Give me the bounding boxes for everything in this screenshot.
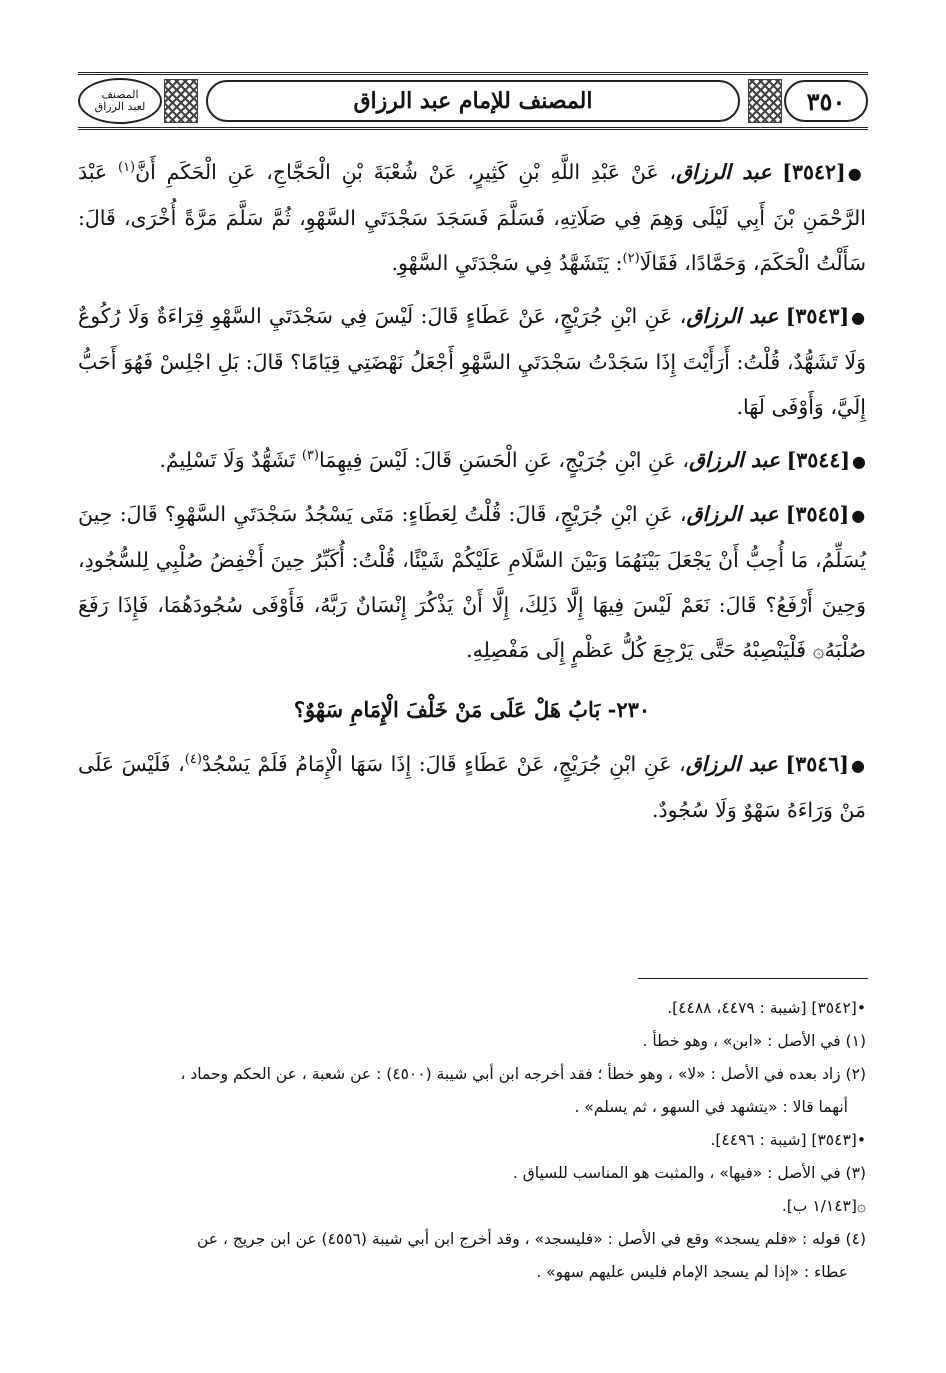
hadith-number: [٣٥٤٢] <box>782 160 846 184</box>
footnote-divider <box>638 978 868 979</box>
footnote: (٣) في الأصل : «فيها» ، والمثبت هو المناسب للسياق . <box>512 1164 866 1182</box>
running-header <box>78 72 868 130</box>
page-number: ٣٥٠ <box>784 80 868 122</box>
seal-line-2: لعبد الرزاق <box>94 100 146 113</box>
hadith-3543 <box>78 294 866 430</box>
footnote-ref: (٢) <box>622 251 640 267</box>
hadith-3544 <box>78 438 866 484</box>
main-text <box>78 150 866 841</box>
ornament-right <box>748 79 782 123</box>
ornament-left <box>164 79 198 123</box>
footnote-continuation: أنهما قالا : «يتشهد في السهو ، ثم يسلم» . <box>574 1098 848 1116</box>
narrator: عبد الرزاق <box>688 448 781 472</box>
hadith-text: : يَتَشَهَّدُ فِي سَجْدَتَيِ السَّهْوِ. <box>391 251 623 275</box>
footnote: (٢) زاد بعده في الأصل : «لا» ، وهو خطأ ؛ فقد أخرجه ابن أبي شيبة (٤٥٠٠) : عن شعبة ، عن الحكم وحماد ، <box>180 1065 866 1083</box>
hadith-text: ، عَنِ ابْنِ جُرَيْجٍ، عَنِ الْحَسَنِ قَالَ: لَيْسَ فِيهِمَا <box>318 448 689 472</box>
bullet-icon: ● <box>847 164 866 183</box>
bullet-icon: ● <box>852 452 866 471</box>
footnote-ref: (٣) <box>301 448 319 464</box>
hadith-number: [٣٥٤٣] <box>785 304 850 328</box>
hadith-number: [٣٥٤٥] <box>785 502 850 526</box>
footnote: (١) في الأصل : «ابن» ، وهو خطأ . <box>642 1032 866 1050</box>
footnotes <box>78 992 866 1289</box>
hadith-text: ، عَنْ عَبْدِ اللَّهِ بْنِ كَثِيرٍ، عَنْ شُعْبَةَ بْنِ الْحَجَّاجِ، عَنِ الْحَكَمِ أَنَّ <box>135 160 677 184</box>
folio-marker-icon: ۞ <box>812 638 825 662</box>
hadith-3546 <box>78 742 866 833</box>
seal-line-1: المصنف <box>101 87 139 101</box>
footnote-ref: (١) <box>117 160 136 176</box>
bullet-icon: ● <box>851 506 866 525</box>
hadith-text: عَبْدَ الرَّحْمَنِ بْنَ أَبِي لَيْلَى وَهِمَ فِي صَلَاتِهِ، فَسَلَّمَ فَسَجَدَ سَجْدَتَيِ السَّهْوِ، ثُمَّ سَلَّمَ مَرَّةً أُخْرَى، قَالَ: سَأَلْتُ الْحَكَمَ، وَحَمَّادًا، فَقَالَا <box>78 160 866 275</box>
book-seal <box>78 78 162 124</box>
footnote: (٤) قوله : «فلم يسجد» وقع في الأصل : «فليسجد» ، وقد أخرج ابن أبي شيبة (٤٥٥٦) عن ابن جريج ، عن <box>196 1230 866 1248</box>
hadith-number: [٣٥٤٦] <box>785 752 849 776</box>
bullet-icon: ● <box>850 756 866 775</box>
book-title: المصنف للإمام عبد الرزاق <box>206 80 740 122</box>
footnote-ref: (٤) <box>184 752 202 768</box>
hadith-text: ، عَنِ ابْنِ جُرَيْجٍ، عَنْ عَطَاءٍ قَالَ: لَيْسَ فِي سَجْدَتَيِ السَّهْوِ قِرَاءَةٌ وَلَا رُكُوعٌ وَلَا تَشَهُّدٌ، قُلْتُ: أَرَأَيْتَ إِذَا سَجَدْتُ سَجْدَتَيِ السَّهْوِ أَجْعَلُ نَهْضَتِي قِيَامًا؟ قَالَ: بَلِ اجْلِسْ فَهُوَ أَحَبُّ إِلَيَّ، وَأَوْفَى لَهَا. <box>78 304 866 419</box>
narrator: عبد الرزاق <box>676 160 772 184</box>
hadith-text: ، عَنِ ابْنِ جُرَيْجٍ، قَالَ: قُلْتُ لِعَطَاءٍ: مَتَى يَسْجُدُ سَجْدَتَيِ السَّهْوِ؟ قَالَ: حِينَ يُسَلِّمُ، مَا أُحِبُّ أَنْ يَجْعَلَ بَيْنَهُمَا وَبَيْنَ السَّلَامِ عَلَيْكُمْ شَيْئًا، قُلْتُ: أُكَبِّرُ حِينَ أَخْفِضُ صُلْبِي لِلسُّجُودِ، وَحِينَ أَرْفَعُ؟ قَالَ: نَعَمْ لَيْسَ فِيهَا إِلَّا ذَلِكَ، إِلَّا أَنْ يَذْكُرَ إِنْسَانٌ رَبَّهُ، فَأَوْفَى سُجُودَهُمَا، فَإِذَا رَفَعَ صُلْبَهُ <box>78 502 866 662</box>
hadith-text: فَلْيَنْصِبْهُ حَتَّى يَرْجِعَ كُلُّ عَظْمٍ إِلَى مَفْصِلِهِ. <box>466 638 813 662</box>
narrator: عبد الرزاق <box>685 752 778 776</box>
footnote: ۞[١/١٤٣ ب]. <box>781 1197 866 1215</box>
footnote: •[٣٥٤٢] [شيبة : ٤٤٧٩، ٤٤٨٨]. <box>667 999 866 1017</box>
hadith-number: [٣٥٤٤] <box>786 448 851 472</box>
hadith-text: ، عَنِ ابْنِ جُرَيْجٍ، عَنْ عَطَاءٍ قَالَ: إِذَا سَهَا الْإِمَامُ فَلَمْ يَسْجُدْ <box>201 752 686 776</box>
footnote-continuation: عطاء : «إذا لم يسجد الإمام فليس عليهم سهو» . <box>536 1263 848 1281</box>
chapter-heading: ٢٣٠- بَابُ هَلْ عَلَى مَنْ خَلْفَ الْإِمَامِ سَهْوٌ؟ <box>293 697 651 722</box>
hadith-3542 <box>78 150 866 286</box>
bullet-icon: ● <box>851 308 866 327</box>
narrator: عبد الرزاق <box>686 502 779 526</box>
hadith-text: تَشَهُّدٌ وَلَا تَسْلِيمٌ. <box>159 448 302 472</box>
footnote: •[٣٥٤٣] [شيبة : ٤٤٩٦]. <box>710 1131 866 1149</box>
hadith-text: ، فَلَيْسَ عَلَى مَنْ وَرَاءَهُ سَهْوٌ وَلَا سُجُودٌ. <box>78 752 866 822</box>
hadith-3545 <box>78 492 866 673</box>
narrator: عبد الرزاق <box>686 304 779 328</box>
